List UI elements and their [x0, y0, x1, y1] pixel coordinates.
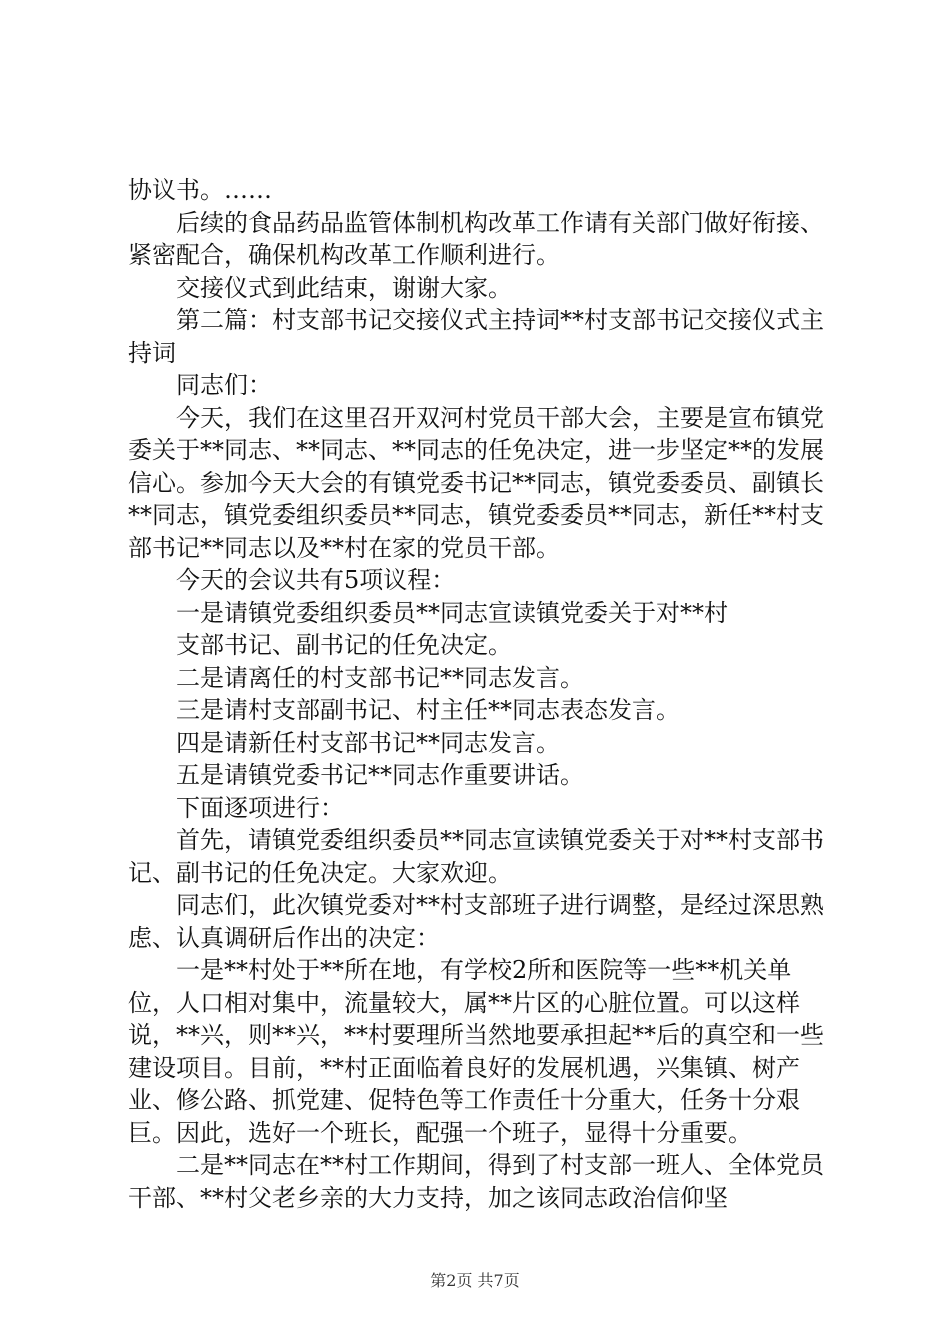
- paragraph: 第二篇：村支部书记交接仪式主持词**村支部书记交接仪式主持词: [128, 306, 824, 367]
- document-body: [128, 174, 828, 1214]
- paragraph: 交接仪式到此结束，谢谢大家。: [176, 273, 512, 302]
- paragraph: 首先，请镇党委组织委员**同志宣读镇党委关于对**村支部书记、副书记的任免决定。大家欢迎。: [128, 826, 824, 887]
- paragraph: 协议书。……: [128, 176, 272, 204]
- paragraph: 二是请离任的村支部书记**同志发言。: [176, 663, 584, 692]
- paragraph: 今天，我们在这里召开双河村党员干部大会，主要是宣布镇党委关于**同志、**同志、**同志的任免决定，进一步坚定**的发展信心。参加今天大会的有镇党委书记**同志，镇党委委员、副镇长**同志，镇党委组织委员**同志，镇党委委员**同志，新任**村支部书记**同志以及**村在家的党员干部。: [128, 403, 824, 562]
- paragraph: 支部书记、副书记的任免决定。: [176, 631, 512, 659]
- paragraph: 一是**村处于**所在地，有学校2所和医院等一些**机关单位，人口相对集中，流量较大，属**片区的心脏位置。可以这样说，**兴，则**兴，**村要理所当然地要承担起**后的真空和一些建设项目。目前，**村正面临着良好的发展机遇，兴集镇、树产业、修公路、抓党建、促特色等工作责任十分重大，任务十分艰巨。因此，选好一个班长，配强一个班子，显得十分重要。: [128, 956, 824, 1147]
- paragraph: 一是请镇党委组织委员**同志宣读镇党委关于对**村: [176, 598, 728, 627]
- paragraph: 下面逐项进行：: [176, 793, 344, 822]
- paragraph: 四是请新任村支部书记**同志发言。: [176, 728, 560, 757]
- paragraph: 后续的食品药品监管体制机构改革工作请有关部门做好衔接、紧密配合，确保机构改革工作顺利进行。: [128, 208, 824, 269]
- paragraph: 今天的会议共有5项议程：: [176, 566, 456, 594]
- paragraph: 五是请镇党委书记**同志作重要讲话。: [176, 761, 584, 789]
- page-footer: 第2页 共7页: [430, 1271, 520, 1290]
- paragraph: 三是请村支部副书记、村主任**同志表态发言。: [176, 696, 680, 724]
- paragraph: 同志们：: [176, 371, 272, 399]
- paragraph: 二是**同志在**村工作期间，得到了村支部一班人、全体党员干部、**村父老乡亲的大力支持，加之该同志政治信仰坚: [128, 1151, 824, 1212]
- paragraph: 同志们，此次镇党委对**村支部班子进行调整，是经过深思熟虑、认真调研后作出的决定：: [128, 891, 824, 952]
